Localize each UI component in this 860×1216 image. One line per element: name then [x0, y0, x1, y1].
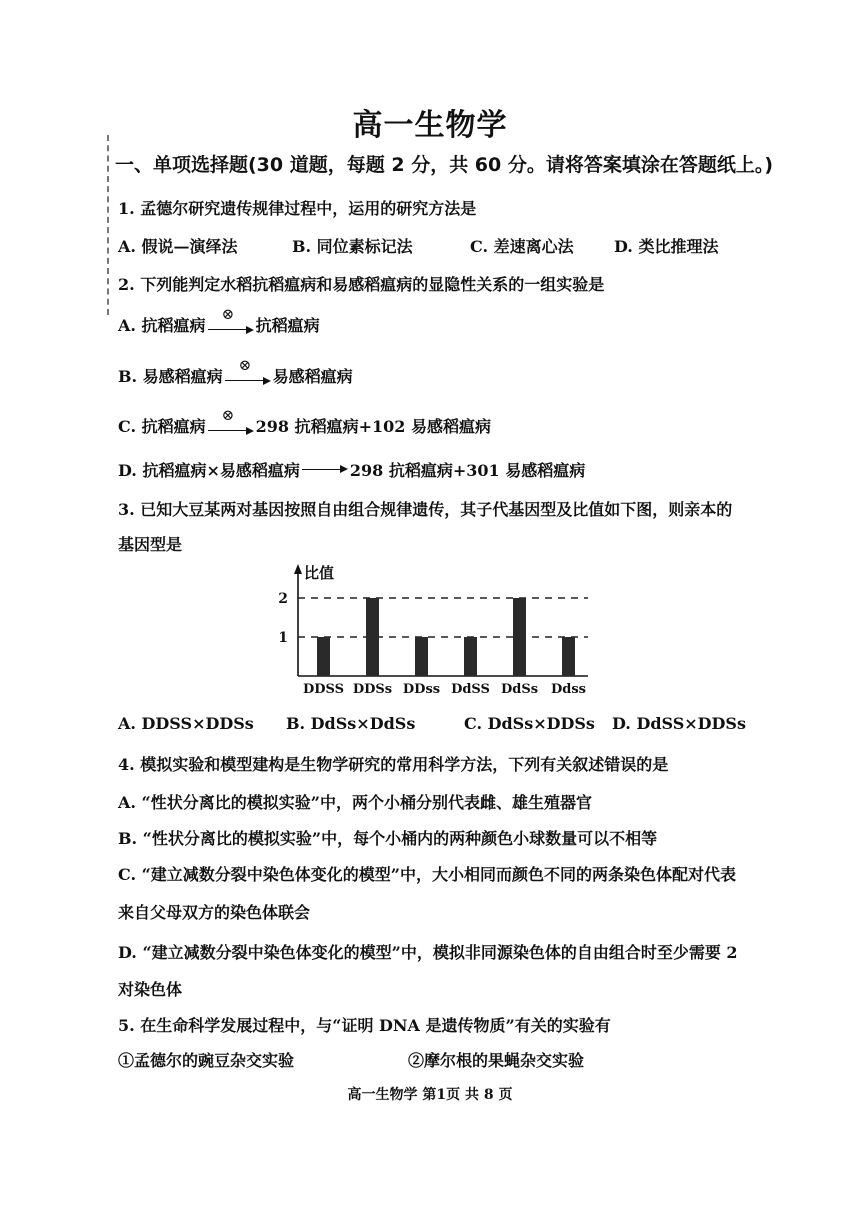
q1-option-d: D. 类比推理法: [614, 237, 719, 256]
q2-option-b-offspring: 易感稻瘟病: [272, 367, 353, 386]
x-tick-label: DdSs: [500, 682, 539, 697]
selfing-arrow-icon: [208, 305, 254, 333]
selfing-arrow-icon: [208, 406, 254, 434]
q5-item-2: ②摩尔根的果蝇杂交实验: [408, 1051, 585, 1070]
q2-option-a-parent: A. 抗稻瘟病: [118, 316, 206, 335]
q5-stem: 5. 在生命科学发展过程中，与“证明 DNA 是遗传物质”有关的实验有: [118, 1016, 611, 1035]
q4-option-d-line1: D. “建立减数分裂中染色体变化的模型”中，模拟非同源染色体的自由组合时至少需要 2: [118, 943, 738, 962]
x-tick-label: DDSS: [302, 682, 345, 697]
y-tick-label: 2: [278, 591, 288, 607]
q3-option-a: A. DDSS×DDSs: [118, 714, 254, 733]
y-axis-arrow-icon: [294, 564, 302, 574]
bar-DDss: [415, 637, 428, 676]
selfing-symbol: ⊗: [221, 406, 235, 424]
q4-option-a: A. “性状分离比的模拟实验”中，两个小桶分别代表雌、雄生殖器官: [118, 793, 592, 812]
q2-stem: 2. 下列能判定水稻抗稻瘟病和易感稻瘟病的显隐性关系的一组实验是: [118, 275, 605, 294]
q1-option-a: A. 假说—演绎法: [118, 237, 238, 256]
q2-option-b-parent: B. 易感稻瘟病: [118, 367, 223, 386]
q3-option-d: D. DdSS×DDSs: [612, 714, 746, 733]
q2-option-d-parents: D. 抗稻瘟病×易感稻瘟病: [118, 461, 300, 480]
bar-DDSS: [317, 637, 330, 676]
q3-stem-line1: 3. 已知大豆某两对基因按照自由组合规律遗传，其子代基因型及比值如下图，则亲本的: [118, 500, 733, 519]
q2-option-d: [118, 458, 585, 481]
bar-DDSs: [366, 598, 379, 676]
q2-option-c: [118, 406, 491, 437]
q1-option-b: B. 同位素标记法: [292, 237, 413, 256]
selfing-arrow-icon: [225, 356, 271, 384]
genotype-ratio-chart: [270, 558, 600, 708]
x-tick-label: DdSS: [451, 682, 490, 697]
q2-option-c-parent: C. 抗稻瘟病: [118, 417, 206, 436]
x-tick-label: DDSs: [352, 682, 393, 697]
q3-option-c: C. DdSs×DDSs: [464, 714, 595, 733]
q2-option-b: [118, 356, 353, 387]
q4-option-d-line2: 对染色体: [118, 980, 183, 999]
q3-stem-line2: 基因型是: [118, 535, 183, 554]
q2-option-a-offspring: 抗稻瘟病: [255, 316, 320, 335]
q4-option-b: B. “性状分离比的模拟实验”中，每个小桶内的两种颜色小球数量可以不相等: [118, 829, 658, 848]
q4-option-c-line2: 来自父母双方的染色体联会: [118, 903, 311, 922]
q2-option-a: [118, 305, 320, 336]
q2-option-d-offspring: 298 抗稻瘟病+301 易感稻瘟病: [349, 461, 586, 480]
x-tick-label: Ddss: [550, 682, 587, 697]
bar-DdSs: [513, 598, 526, 676]
selfing-symbol: ⊗: [238, 356, 252, 374]
y-axis-label: 比值: [304, 564, 335, 582]
section-heading: 一、单项选择题(30 道题，每题 2 分，共 60 分。请将答案填涂在答题纸上。): [115, 154, 774, 176]
q1-option-c: C. 差速离心法: [470, 237, 574, 256]
x-tick-label: DDss: [402, 682, 441, 697]
bar-DdSS: [464, 637, 477, 676]
q2-option-c-offspring: 298 抗稻瘟病+102 易感稻瘟病: [255, 417, 491, 436]
page-title: 高一生物学: [352, 108, 508, 143]
arrow-icon: [302, 463, 348, 475]
q4-option-c-line1: C. “建立减数分裂中染色体变化的模型”中，大小相同而颜色不同的两条染色体配对代表: [118, 865, 737, 884]
selfing-symbol: ⊗: [221, 305, 235, 323]
y-tick-label: 1: [278, 630, 288, 646]
bar-Ddss: [562, 637, 575, 676]
q1-stem: 1. 孟德尔研究遗传规律过程中，运用的研究方法是: [118, 199, 477, 218]
page-footer: 高一生物学 第1页 共 8 页: [347, 1087, 513, 1103]
q3-option-b: B. DdSs×DdSs: [286, 714, 416, 733]
margin-dashed-line: [107, 135, 109, 315]
q4-stem: 4. 模拟实验和模型建构是生物学研究的常用科学方法，下列有关叙述错误的是: [118, 755, 669, 774]
q5-item-1: ①孟德尔的豌豆杂交实验: [118, 1051, 295, 1070]
